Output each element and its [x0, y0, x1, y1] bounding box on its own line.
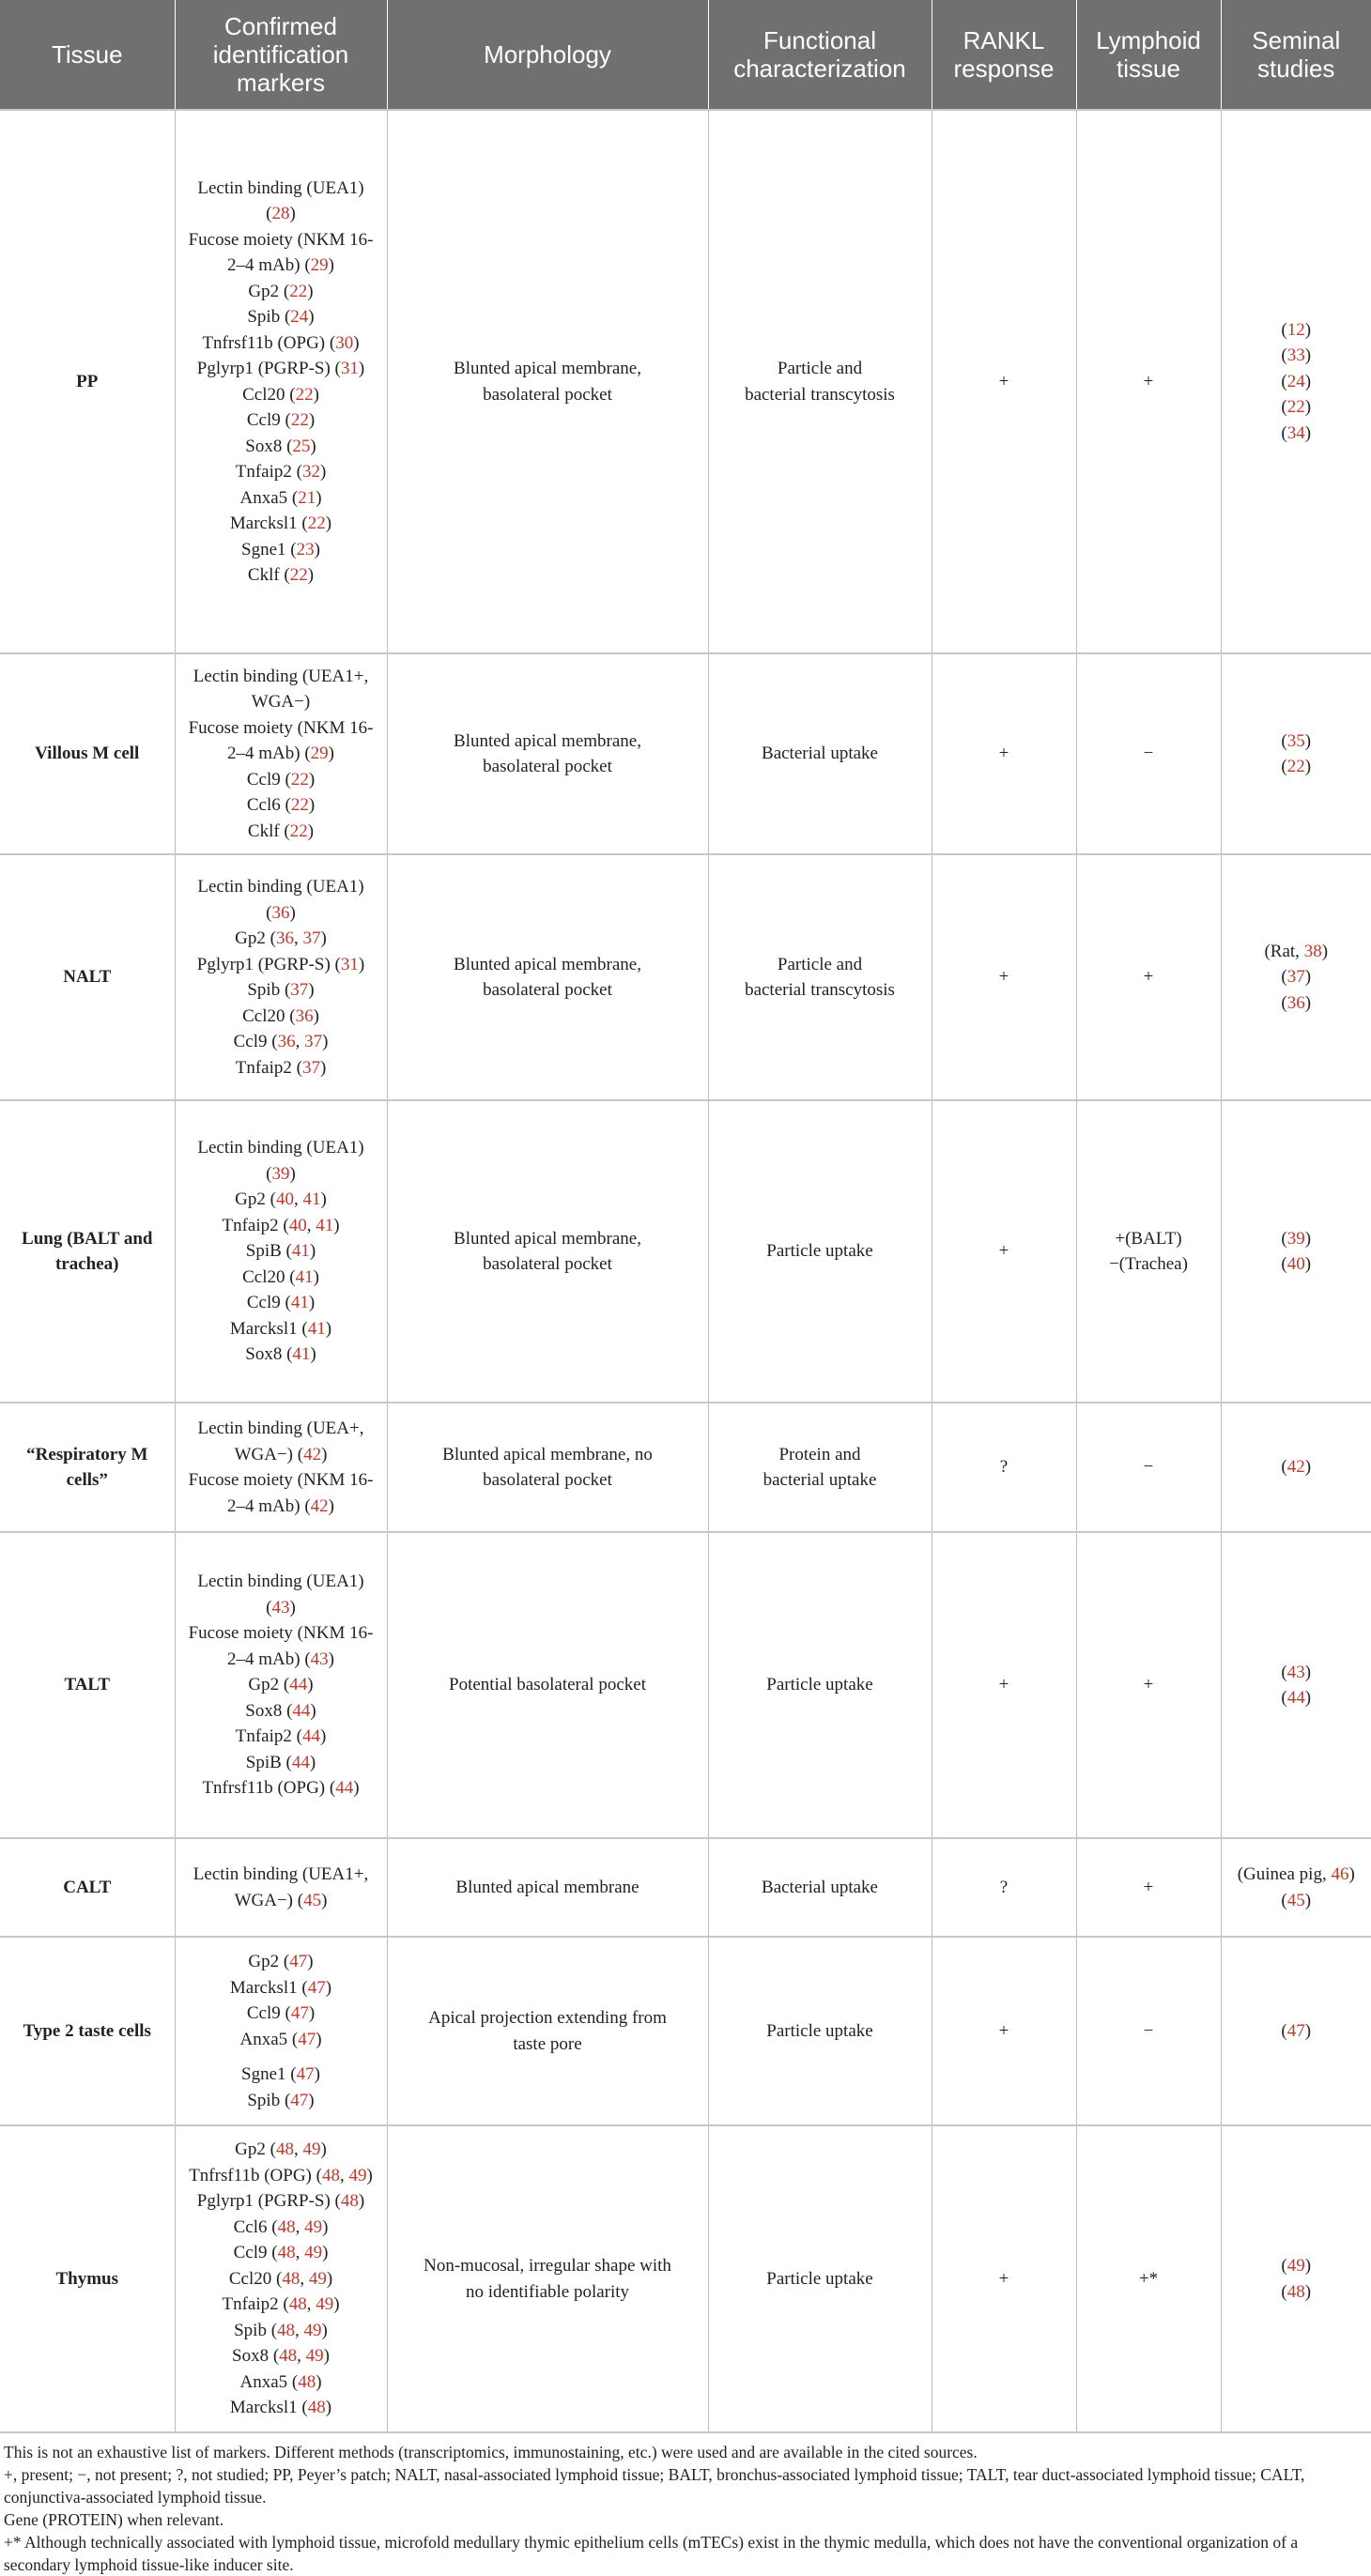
citation-link[interactable]: 43 — [310, 1648, 329, 1669]
markers-cell — [175, 854, 387, 1100]
marker-item: Fucose moiety (NKM 16-2–4 mAb) (42) — [188, 1470, 374, 1516]
study-ref: (Rat, 38) — [1264, 941, 1329, 961]
table-row — [0, 1532, 1371, 1838]
morphology-text: Blunted apical membrane, — [454, 730, 641, 751]
function-text: Bacterial uptake — [762, 1877, 878, 1897]
citation-link[interactable]: 36 — [1286, 992, 1305, 1013]
citation-link[interactable]: 48 — [277, 2243, 296, 2263]
lymphoid-text: + — [1143, 1675, 1154, 1695]
function-cell — [708, 854, 932, 1100]
lymphoid-cell — [1076, 2125, 1221, 2432]
marker-item: Lectin binding (UEA1) (43) — [197, 1572, 364, 1618]
table-row — [0, 1100, 1371, 1403]
study-ref: (40) — [1281, 1254, 1312, 1274]
table-row — [0, 854, 1371, 1100]
marker-item: Spib (48, 49) — [234, 2320, 328, 2340]
morphology-text: basolateral pocket — [483, 1470, 612, 1490]
citation-link[interactable]: 47 — [290, 2003, 309, 2023]
study-ref: (43) — [1281, 1662, 1312, 1682]
citation-link[interactable]: 42 — [310, 1495, 329, 1516]
function-cell — [708, 110, 932, 653]
tissue-cell: “Respiratory M cells” — [0, 1403, 175, 1532]
marker-item: Lectin binding (UEA1) (36) — [197, 877, 364, 923]
citation-link[interactable]: 40 — [1286, 1254, 1305, 1274]
marker-item: Tnfaip2 (40, 41) — [222, 1215, 340, 1235]
marker-item: Sgne1 (47) — [241, 2064, 320, 2084]
citation-link[interactable]: 44 — [335, 1778, 354, 1799]
lymphoid-text: − — [1143, 2020, 1154, 2041]
citation-link[interactable]: 39 — [1286, 1228, 1305, 1249]
citation-link[interactable]: 22 — [295, 384, 314, 405]
rankl-cell: ? — [932, 1838, 1076, 1937]
citation-link[interactable]: 49 — [304, 2243, 323, 2263]
header-morphology: Morphology — [387, 0, 708, 110]
citation-link[interactable]: 22 — [290, 769, 309, 790]
morphology-text: no identifiable polarity — [465, 2281, 630, 2302]
marker-item: Lectin binding (UEA+, WGA−) (42) — [197, 1418, 364, 1464]
markers-cell — [175, 1403, 387, 1532]
marker-item: Ccl20 (41) — [242, 1266, 319, 1287]
citation-link[interactable]: 37 — [304, 1032, 323, 1051]
morphology-text: Blunted apical membrane, — [454, 1228, 641, 1249]
morphology-text: Blunted apical membrane, — [454, 954, 641, 974]
marker-item: Spib (37) — [247, 980, 315, 1000]
lymphoid-text: + — [1143, 967, 1154, 988]
citation-link[interactable]: 42 — [1286, 1457, 1305, 1478]
study-ref: (42) — [1281, 1457, 1312, 1478]
tissue-cell: PP — [0, 110, 175, 653]
table-row — [0, 2125, 1371, 2432]
morphology-cell — [387, 110, 708, 653]
study-ref: (35) — [1281, 730, 1312, 751]
citation-link[interactable]: 47 — [290, 2090, 309, 2110]
marker-item: Gp2 (40, 41) — [235, 1189, 327, 1210]
header-tissue: Tissue — [0, 0, 175, 110]
study-ref: (48) — [1281, 2281, 1312, 2302]
citation-link[interactable]: 48 — [1286, 2281, 1305, 2302]
citation-link[interactable]: 48 — [277, 2216, 296, 2237]
citation-link[interactable]: 22 — [289, 820, 308, 841]
study-ref: (22) — [1281, 397, 1312, 418]
citation-link[interactable]: 49 — [348, 2165, 367, 2185]
citation-link[interactable]: 40 — [288, 1215, 307, 1235]
studies-cell — [1221, 110, 1371, 653]
marker-item: Ccl9 (22) — [246, 769, 316, 790]
lymphoid-cell — [1076, 653, 1221, 854]
citation-link[interactable]: 41 — [302, 1189, 321, 1210]
morphology-text: Apical projection extending from — [428, 2008, 667, 2028]
rankl-cell: + — [932, 854, 1076, 1100]
marker-item: SpiB (41) — [245, 1241, 316, 1262]
marker-item: Cklf (22) — [247, 820, 315, 841]
tissue-cell: Villous M cell — [0, 653, 175, 854]
citation-link[interactable]: 41 — [295, 1266, 314, 1287]
citation-link[interactable]: 22 — [307, 514, 326, 533]
citation-link[interactable]: 30 — [335, 332, 354, 353]
citation-link[interactable]: 32 — [301, 462, 320, 482]
citation-link[interactable]: 43 — [271, 1597, 290, 1618]
morphology-cell — [387, 1403, 708, 1532]
tissue-cell: Thymus — [0, 2125, 175, 2432]
marker-item: Tnfrsf11b (OPG) (48, 49) — [189, 2165, 373, 2185]
markers-cell — [175, 2125, 387, 2432]
citation-link[interactable]: 24 — [290, 307, 309, 327]
morphology-text: basolateral pocket — [483, 980, 612, 1000]
function-cell — [708, 653, 932, 854]
citation-link[interactable]: 48 — [277, 2320, 296, 2340]
marker-item: Tnfrsf11b (OPG) (44) — [202, 1778, 360, 1799]
morphology-text: basolateral pocket — [483, 1254, 612, 1274]
lymphoid-cell — [1076, 1532, 1221, 1838]
lymphoid-text: − — [1143, 1457, 1154, 1478]
marker-item: Spib (47) — [247, 2090, 315, 2110]
marker-item: Ccl9 (41) — [246, 1293, 316, 1313]
lymphoid-cell — [1076, 1403, 1221, 1532]
morphology-text: basolateral pocket — [483, 757, 612, 776]
function-text: Particle and — [777, 954, 863, 974]
marker-item: Tnfrsf11b (OPG) (30) — [202, 332, 360, 353]
markers-cell — [175, 1532, 387, 1838]
markers-cell — [175, 653, 387, 854]
citation-link[interactable]: 44 — [291, 1752, 310, 1772]
marker-item: SpiB (44) — [245, 1752, 316, 1772]
citation-link[interactable]: 47 — [1286, 2020, 1305, 2041]
citation-link[interactable]: 48 — [288, 2294, 307, 2315]
morphology-cell — [387, 854, 708, 1100]
citation-link[interactable]: 22 — [289, 281, 308, 301]
markers-cell — [175, 1937, 387, 2125]
marker-item: Marcksl1 (41) — [229, 1318, 332, 1339]
morphology-cell — [387, 2125, 708, 2432]
function-cell — [708, 2125, 932, 2432]
lymphoid-text: + — [1143, 371, 1154, 391]
study-ref: (45) — [1281, 1890, 1312, 1910]
marker-item: Ccl9 (47) — [246, 2003, 316, 2023]
citation-link[interactable]: 49 — [304, 2216, 323, 2237]
marker-item: Marcksl1 (48) — [229, 2398, 332, 2418]
marker-item: Ccl9 (36, 37) — [233, 1032, 329, 1051]
marker-item: Sgne1 (23) — [241, 539, 320, 560]
marker-item: Anxa5 (47) — [239, 2029, 322, 2049]
marker-item: Marcksl1 (47) — [229, 1977, 332, 1998]
function-cell — [708, 1838, 932, 1937]
citation-link[interactable]: 22 — [290, 795, 309, 816]
markers-cell — [175, 110, 387, 653]
studies-cell — [1221, 854, 1371, 1100]
lymphoid-text: + — [1143, 1877, 1154, 1897]
marker-item: Gp2 (47) — [248, 1952, 314, 1971]
study-ref: (33) — [1281, 345, 1312, 366]
lymphoid-cell — [1076, 854, 1221, 1100]
rankl-cell: + — [932, 1937, 1076, 2125]
study-ref: (44) — [1281, 1688, 1312, 1708]
tissue-cell: TALT — [0, 1532, 175, 1838]
citation-link[interactable]: 41 — [291, 1241, 310, 1262]
citation-link[interactable]: 23 — [296, 539, 315, 560]
table-header — [0, 0, 1371, 110]
marker-item: Fucose moiety (NKM 16-2–4 mAb) (29) — [188, 229, 374, 275]
marker-item: Cklf (22) — [247, 565, 315, 585]
lymphoid-cell — [1076, 1937, 1221, 2125]
citation-link[interactable]: 49 — [305, 2346, 324, 2367]
tissue-cell: NALT — [0, 854, 175, 1100]
study-ref: (34) — [1281, 422, 1312, 443]
morphology-cell — [387, 1532, 708, 1838]
studies-cell — [1221, 1532, 1371, 1838]
markers-cell — [175, 1838, 387, 1937]
rankl-cell: ? — [932, 1403, 1076, 1532]
morphology-text: Blunted apical membrane, — [454, 359, 641, 378]
citation-link[interactable]: 48 — [275, 2139, 294, 2160]
lymphoid-text: − — [1143, 744, 1154, 764]
citation-link[interactable]: 21 — [298, 487, 316, 508]
header-rankl: RANKL response — [932, 0, 1076, 110]
citation-link[interactable]: 37 — [301, 1057, 320, 1078]
study-ref: (49) — [1281, 2256, 1312, 2276]
citation-link[interactable]: 36 — [275, 928, 294, 948]
function-text: Bacterial uptake — [762, 744, 878, 764]
rankl-cell: + — [932, 2125, 1076, 2432]
citation-link[interactable]: 49 — [302, 2139, 321, 2160]
marker-item: Ccl20 (22) — [242, 384, 319, 405]
marker-item: Sox8 (44) — [245, 1700, 316, 1721]
citation-link[interactable]: 36 — [271, 902, 290, 923]
citation-link[interactable]: 47 — [289, 1952, 308, 1971]
studies-cell — [1221, 1100, 1371, 1403]
citation-link[interactable]: 41 — [316, 1215, 334, 1235]
citation-link[interactable]: 44 — [289, 1675, 308, 1695]
marker-item: Lectin binding (UEA1) (39) — [197, 1138, 364, 1184]
marker-item: Sox8 (41) — [245, 1344, 316, 1365]
marker-item: Sox8 (48, 49) — [232, 2346, 330, 2367]
citation-link[interactable]: 48 — [282, 2268, 300, 2289]
morphology-text: taste pore — [513, 2033, 582, 2054]
lymphoid-cell — [1076, 110, 1221, 653]
study-ref: (22) — [1281, 757, 1312, 776]
citation-link[interactable]: 41 — [307, 1318, 326, 1339]
citation-link[interactable]: 48 — [279, 2346, 298, 2367]
citation-link[interactable]: 38 — [1303, 941, 1322, 961]
marker-item: Tnfaip2 (32) — [235, 462, 327, 482]
citation-link[interactable]: 44 — [292, 1700, 311, 1721]
marker-item: Ccl6 (48, 49) — [233, 2216, 329, 2237]
citation-link[interactable]: 45 — [1286, 1890, 1305, 1910]
table-row — [0, 1838, 1371, 1937]
citation-link[interactable]: 49 — [316, 2294, 334, 2315]
studies-cell — [1221, 1403, 1371, 1532]
marker-item: Tnfaip2 (48, 49) — [222, 2294, 340, 2315]
function-text: bacterial transcytosis — [745, 384, 895, 405]
citation-link[interactable]: 31 — [340, 359, 359, 378]
citation-link[interactable]: 22 — [1286, 397, 1305, 418]
study-ref: (24) — [1281, 371, 1312, 391]
function-cell — [708, 1403, 932, 1532]
morphology-text: basolateral pocket — [483, 384, 612, 405]
marker-item: Ccl20 (48, 49) — [228, 2268, 333, 2289]
citation-link[interactable]: 24 — [1286, 371, 1305, 391]
table-footnotes — [0, 2433, 1371, 2576]
footnote: +* Although technically associated with lymphoid tissue, microfold medullary thymic epithelium cells (mTECs) exist in the thymic medulla, which does not have the conventional organization of a secondary lymphoid tissue-like inducer site. — [4, 2533, 1299, 2574]
rankl-cell: + — [932, 110, 1076, 653]
study-ref: (Guinea pig, 46) — [1237, 1864, 1355, 1884]
citation-link[interactable]: 45 — [303, 1890, 322, 1910]
citation-link[interactable]: 33 — [1286, 345, 1305, 366]
citation-link[interactable]: 41 — [292, 1344, 311, 1365]
citation-link[interactable]: 36 — [295, 1005, 314, 1026]
marker-item: Gp2 (44) — [248, 1675, 314, 1695]
studies-cell — [1221, 1838, 1371, 1937]
morphology-text: Potential basolateral pocket — [449, 1675, 646, 1695]
lymphoid-text: +(BALT) — [1115, 1228, 1182, 1249]
marker-item: Ccl9 (48, 49) — [233, 2243, 329, 2263]
marker-item: Pglyrp1 (PGRP-S) (48) — [196, 2191, 365, 2212]
marker-item: Tnfaip2 (44) — [235, 1726, 327, 1747]
marker-item: Fucose moiety (NKM 16-2–4 mAb) (29) — [188, 717, 374, 764]
footnote: +, present; −, not present; ?, not studied; PP, Peyer’s patch; NALT, nasal-associated lymphoid tissue; BALT, bronchus-associated lymphoid tissue; TALT, tear duct-associated lymphoid tissue; CALT, conjunctiva-associated lymphoid tissue. — [4, 2465, 1305, 2507]
function-text: Particle uptake — [766, 2020, 873, 2041]
citation-link[interactable]: 48 — [298, 2371, 316, 2392]
function-cell — [708, 1100, 932, 1403]
studies-cell — [1221, 653, 1371, 854]
citation-link[interactable]: 49 — [308, 2268, 327, 2289]
citation-link[interactable]: 47 — [298, 2029, 316, 2049]
citation-link[interactable]: 28 — [271, 204, 290, 223]
function-text: Protein and — [778, 1444, 861, 1464]
table-row — [0, 110, 1371, 653]
study-ref: (37) — [1281, 967, 1312, 988]
morphology-cell — [387, 1937, 708, 2125]
citation-link[interactable]: 37 — [290, 980, 309, 1000]
citation-link[interactable]: 22 — [1286, 757, 1305, 776]
morphology-text: Blunted apical membrane, no — [442, 1444, 653, 1464]
citation-link[interactable]: 44 — [1286, 1688, 1305, 1708]
function-cell — [708, 1937, 932, 2125]
function-text: Particle uptake — [766, 2268, 873, 2289]
citation-link[interactable]: 31 — [340, 954, 359, 974]
marker-item: Lectin binding (UEA1+, WGA−) — [193, 666, 369, 713]
function-cell — [708, 1532, 932, 1838]
citation-link[interactable]: 22 — [289, 565, 308, 585]
lymphoid-text: −(Trachea) — [1109, 1254, 1188, 1274]
marker-item: Gp2 (22) — [248, 281, 314, 301]
citation-link[interactable]: 34 — [1286, 422, 1305, 443]
study-ref: (36) — [1281, 992, 1312, 1013]
tissue-cell: Lung (BALT and trachea) — [0, 1100, 175, 1403]
table-row — [0, 653, 1371, 854]
morphology-text: Non-mucosal, irregular shape with — [424, 2256, 671, 2276]
header-markers: Confirmed identification markers — [175, 0, 387, 110]
citation-link[interactable]: 25 — [292, 436, 311, 456]
citation-link[interactable]: 35 — [1286, 730, 1305, 751]
citation-link[interactable]: 48 — [340, 2191, 359, 2212]
marker-item: Anxa5 (21) — [239, 487, 322, 508]
marker-item: Gp2 (36, 37) — [235, 928, 327, 948]
marker-item: Marcksl1 (22) — [229, 514, 332, 533]
header-row — [0, 0, 1371, 110]
marker-item: Lectin binding (UEA1) (28) — [197, 177, 364, 223]
marker-item: Lectin binding (UEA1+, WGA−) (45) — [193, 1864, 369, 1910]
markers-cell — [175, 1100, 387, 1403]
citation-link[interactable]: 42 — [303, 1444, 322, 1464]
study-ref: (12) — [1281, 319, 1312, 340]
study-ref: (47) — [1281, 2020, 1312, 2041]
marker-item: Pglyrp1 (PGRP-S) (31) — [196, 954, 365, 974]
citation-link[interactable]: 22 — [290, 410, 309, 430]
morphology-text: Blunted apical membrane — [455, 1877, 639, 1897]
tissue-cell: CALT — [0, 1838, 175, 1937]
citation-link[interactable]: 49 — [303, 2320, 322, 2340]
lymphoid-text: +* — [1138, 2268, 1159, 2289]
citation-link[interactable]: 48 — [321, 2165, 340, 2185]
citation-link[interactable]: 39 — [271, 1163, 290, 1184]
citation-link[interactable]: 36 — [277, 1032, 296, 1051]
citation-link[interactable]: 48 — [307, 2398, 326, 2418]
marker-item: Ccl20 (36) — [242, 1005, 319, 1026]
header-function: Functional characterization — [708, 0, 932, 110]
marker-item: Ccl9 (22) — [246, 410, 316, 430]
rankl-cell: + — [932, 653, 1076, 854]
rankl-cell: + — [932, 1100, 1076, 1403]
marker-item: Fucose moiety (NKM 16-2–4 mAb) (43) — [188, 1623, 374, 1669]
function-text: Particle and — [777, 359, 863, 378]
table-row — [0, 1937, 1371, 2125]
function-text: Particle uptake — [766, 1675, 873, 1695]
citation-link[interactable]: 47 — [307, 1977, 326, 1998]
header-studies: Seminal studies — [1221, 0, 1371, 110]
citation-link[interactable]: 37 — [1286, 967, 1305, 988]
morphology-cell — [387, 1100, 708, 1403]
lymphoid-cell — [1076, 1838, 1221, 1937]
citation-link[interactable]: 41 — [290, 1293, 309, 1313]
marker-item: Anxa5 (48) — [239, 2371, 322, 2392]
function-text: bacterial uptake — [763, 1470, 877, 1490]
citation-link[interactable]: 46 — [1331, 1864, 1349, 1884]
citation-link[interactable]: 12 — [1286, 319, 1305, 340]
header-lymphoid: Lymphoid tissue — [1076, 0, 1221, 110]
morphology-cell — [387, 653, 708, 854]
citation-link[interactable]: 37 — [302, 928, 321, 948]
marker-item: Spib (24) — [247, 307, 315, 327]
citation-link[interactable]: 43 — [1286, 1662, 1305, 1682]
citation-link[interactable]: 29 — [310, 255, 329, 275]
citation-link[interactable]: 49 — [1286, 2256, 1305, 2276]
footnote: Gene (PROTEIN) when relevant. — [4, 2510, 224, 2529]
tissue-cell: Type 2 taste cells — [0, 1937, 175, 2125]
studies-cell — [1221, 1937, 1371, 2125]
marker-item: Pglyrp1 (PGRP-S) (31) — [196, 359, 365, 378]
lymphoid-cell — [1076, 1100, 1221, 1403]
marker-item: Ccl6 (22) — [246, 795, 316, 816]
function-text: Particle uptake — [766, 1241, 873, 1262]
table-row — [0, 1403, 1371, 1532]
citation-link[interactable]: 44 — [301, 1726, 320, 1747]
study-ref: (39) — [1281, 1228, 1312, 1249]
marker-item: Gp2 (48, 49) — [235, 2139, 327, 2160]
footnote: This is not an exhaustive list of markers. Different methods (transcriptomics, immunostaining, etc.) were used and are available in the cited sources. — [4, 2443, 978, 2461]
morphology-cell — [387, 1838, 708, 1937]
marker-item: Sox8 (25) — [245, 436, 316, 456]
citation-link[interactable]: 29 — [310, 744, 329, 764]
studies-cell — [1221, 2125, 1371, 2432]
table-body — [0, 110, 1371, 2432]
function-text: bacterial transcytosis — [745, 980, 895, 1000]
rankl-cell: + — [932, 1532, 1076, 1838]
citation-link[interactable]: 47 — [296, 2064, 315, 2084]
marker-item: Tnfaip2 (37) — [235, 1057, 327, 1078]
citation-link[interactable]: 40 — [275, 1189, 294, 1210]
